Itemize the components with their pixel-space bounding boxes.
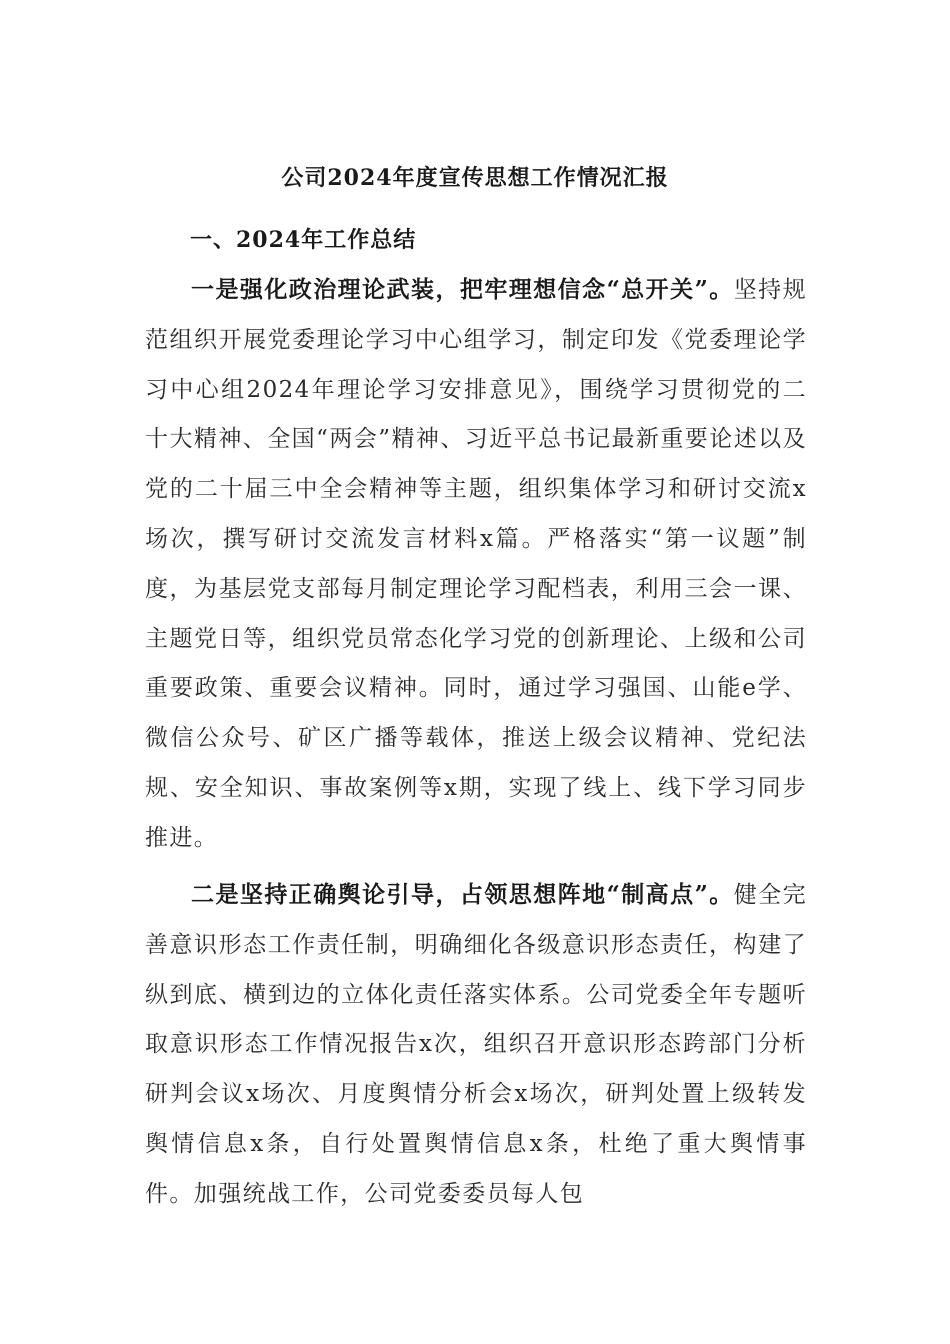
paragraph-2-body: 健全完善意识形态工作责任制，明确细化各级意识形态责任，构建了纵到底、横到边的立体化责任落实体系。公司党委全年专题听取意识形态工作情况报告x次，组织召开意识形态跨部门分析研判会议x场次、月度舆情分析会x场次，研判处置上级转发舆情信息x条，自行处置舆情信息x条，杜绝了重大舆情事件。加强统战工作，公司党委委员每人包 <box>145 882 807 1207</box>
paragraph-1-lead: 一是强化政治理论武装，把牢理想信念“总开关”。 <box>191 276 734 303</box>
section-heading: 一、2024年工作总结 <box>190 227 417 253</box>
document-title: 公司2024年度宣传思想工作情况汇报 <box>281 165 669 191</box>
paragraph-1-body: 坚持规范组织开展党委理论学习中心组学习，制定印发《党委理论学习中心组2024年理论学习安排意见》，围绕学习贯彻党的二十大精神、全国“两会”精神、习近平总书记最新重要论述以及党的二十届三中全会精神等主题，组织集体学习和研讨交流x场次，撰写研讨交流发言材料x篇。严格落实“第一议题”制度，为基层党支部每月制定理论学习配档表，利用三会一课、主题党日等，组织党员常态化学习党的创新理论、上级和公司重要政策、重要会议精神。同时，通过学习强国、山能e学、微信公众号、矿区广播等载体，推送上级会议精神、党纪法规、安全知识、事故案例等x期，实现了线上、线下学习同步推进。 <box>145 277 807 851</box>
paragraph-2 <box>145 870 807 1220</box>
paragraph-2-lead: 二是坚持正确舆论引导，占领思想阵地“制高点”。 <box>191 881 734 908</box>
paragraph-1 <box>145 265 807 864</box>
